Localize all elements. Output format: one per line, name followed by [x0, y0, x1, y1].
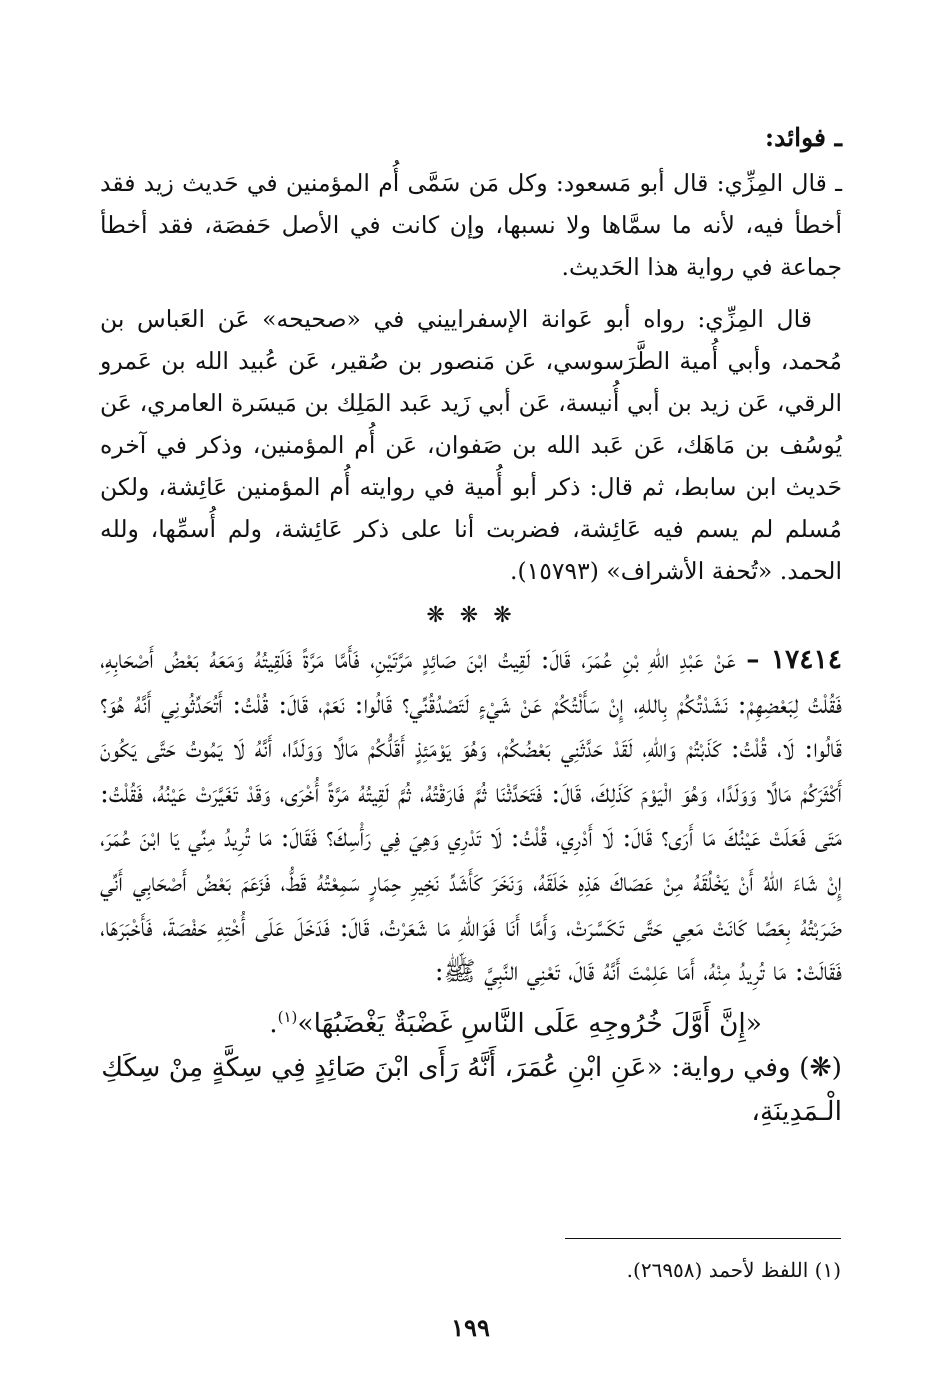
hadith-number: ١٧٤١٤ – — [746, 644, 842, 675]
section-separator: ❋ ❋ ❋ — [426, 603, 516, 628]
prophet-quote — [100, 995, 842, 1046]
hadith-text — [100, 638, 842, 995]
benefit-paragraph-2: قال المِزِّي: رواه أبو عَوانة الإسفراييني في «صحيحه» عَن العَباس بن مُحمد، وأبي أُمية الطَّرَسوسي، عَن مَنصور بن صُقير، عَن عُبيد الله بن عَمرو الرقي، عَن زيد بن أبي أُنيسة، عَن أبي زَيد عَبد المَلِك بن مَيسَرة العامري، عَن يُوسُف بن مَاهَك، عَن عَبد الله بن صَفوان، عَن أُم المؤمنين، وذكر في آخره حَديث ابن سابط، ثم قال: ذكر أبو أُمية في روايته أُم المؤمنين عَائِشة، ولكن مُسلم لم يسم فيه عَائِشة، فضربت أنا على ذكر عَائِشة، ولم أُسمِّها، ولله الحمد. «تُحفة الأشراف» (١٥٧٩٣). — [100, 305, 842, 585]
hadith-variant: (❋) وفي رواية: «عَنِ ابْنِ عُمَرَ، أَنَّهُ رَأَى ابْنَ صَائِدٍ فِي سِكَّةٍ مِنْ سِكَكِ الْـمَدِينَةِ، — [101, 1051, 842, 1127]
hadith-body: عَنْ عَبْدِ اللهِ بْنِ عُمَرَ، قَالَ: لَقِيتُ ابْنَ صَائِدٍ مَرَّتَيْنِ، فَأَمَّا مَرَّةً فَلَقِيتُهُ وَمَعَهُ بَعْضُ أَصْحَابِهِ، فَقُلْتُ لِبَعْضِهِمْ: نَشَدْتُكُمْ بِاللهِ، إِنْ سَأَلْتُكُمْ عَنْ شَيْءٍ لَتَصْدُقُنِّي؟ قَالُوا: نَعَمْ، قَالَ: قُلْتُ: أَتُحَدِّثُونِي أَنَّهُ هُوَ؟ قَالُوا: لَا، قُلْتُ: كَذَبْتُمْ وَاللهِ، لَقَدْ حَدَّثَنِي بَعْضُكُمْ، وَهُوَ يَوْمَئِذٍ أَقَلُّكُمْ مَالًا وَوَلَدًا، أَنَّهُ لَا يَمُوتُ حَتَّى يَكُونَ أَكْثَرَكُمْ مَالًا وَوَلَدًا، وَهُوَ الْيَوْمَ كَذَلِكَ، قَالَ: فَتَحَدَّثْنَا ثُمَّ فَارَقْتُهُ، ثُمَّ لَقِيتُهُ مَرَّةً أُخْرَى، وَقَدْ تَغَيَّرَتْ عَيْنُهُ، فَقُلْتُ: مَتَى فَعَلَتْ عَيْنُكَ مَا أَرَى؟ قَالَ: لَا أَدْرِي، قُلْتُ: لَا تَدْرِي وَهِيَ فِي رَأْسِكَ؟ فَقَالَ: مَا تُرِيدُ مِنِّي يَا ابْنَ عُمَرَ، إِنْ شَاءَ اللهُ أَنْ يَخْلُقَهُ مِنْ عَصَاكَ هَذِهِ خَلَقَهُ، وَنَخَرَ كَأَشَدِّ نَخِيرِ حِمَارٍ سَمِعْتُهُ قَطُّ، فَزَعَمَ بَعْضُ أَصْحَابِي أَنِّي ضَرَبْتُهُ بِعَصًا كَانَتْ مَعِي حَتَّى تَكَسَّرَتْ، وَأَمَّا أَنَا فَوَاللهِ مَا شَعَرْتُ، قَالَ: فَدَخَلَ عَلَى أُخْتِهِ حَفْصَةَ، فَأَخْبَرَهَا، فَقَالَتْ: مَا تُرِيدُ مِنْهُ، أَمَا عَلِمْتَ أَنَّهُ قَالَ، تَعْنِي النَّبِيَّ ﷺ: — [100, 644, 842, 988]
footnote: (١) اللفظ لأحمد (٢٦٩٥٨). — [626, 1258, 841, 1282]
page-body — [100, 118, 842, 1348]
quote-text: «إِنَّ أَوَّلَ خُرُوجِهِ عَلَى النَّاسِ غَضْبَةٌ يَغْضَبُهَا» — [297, 1007, 762, 1039]
footnote-marker: (١) — [277, 1007, 298, 1026]
page-number: ١٩٩ — [451, 1313, 490, 1342]
footnote-divider — [565, 1238, 841, 1239]
quote-end: . — [269, 1007, 278, 1039]
benefits-heading: ـ فوائد: — [764, 123, 842, 152]
benefit-paragraph-1: ـ قال المِزِّي: قال أبو مَسعود: وكل مَن سَمَّى أُم المؤمنين في حَديث زيد فقد أخطأ فيه، لأنه ما سمَّاها ولا نسبها، وإن كانت في الأصل حَفصَة، فقد أخطأ جماعة في رواية هذا الحَديث. — [100, 169, 842, 281]
